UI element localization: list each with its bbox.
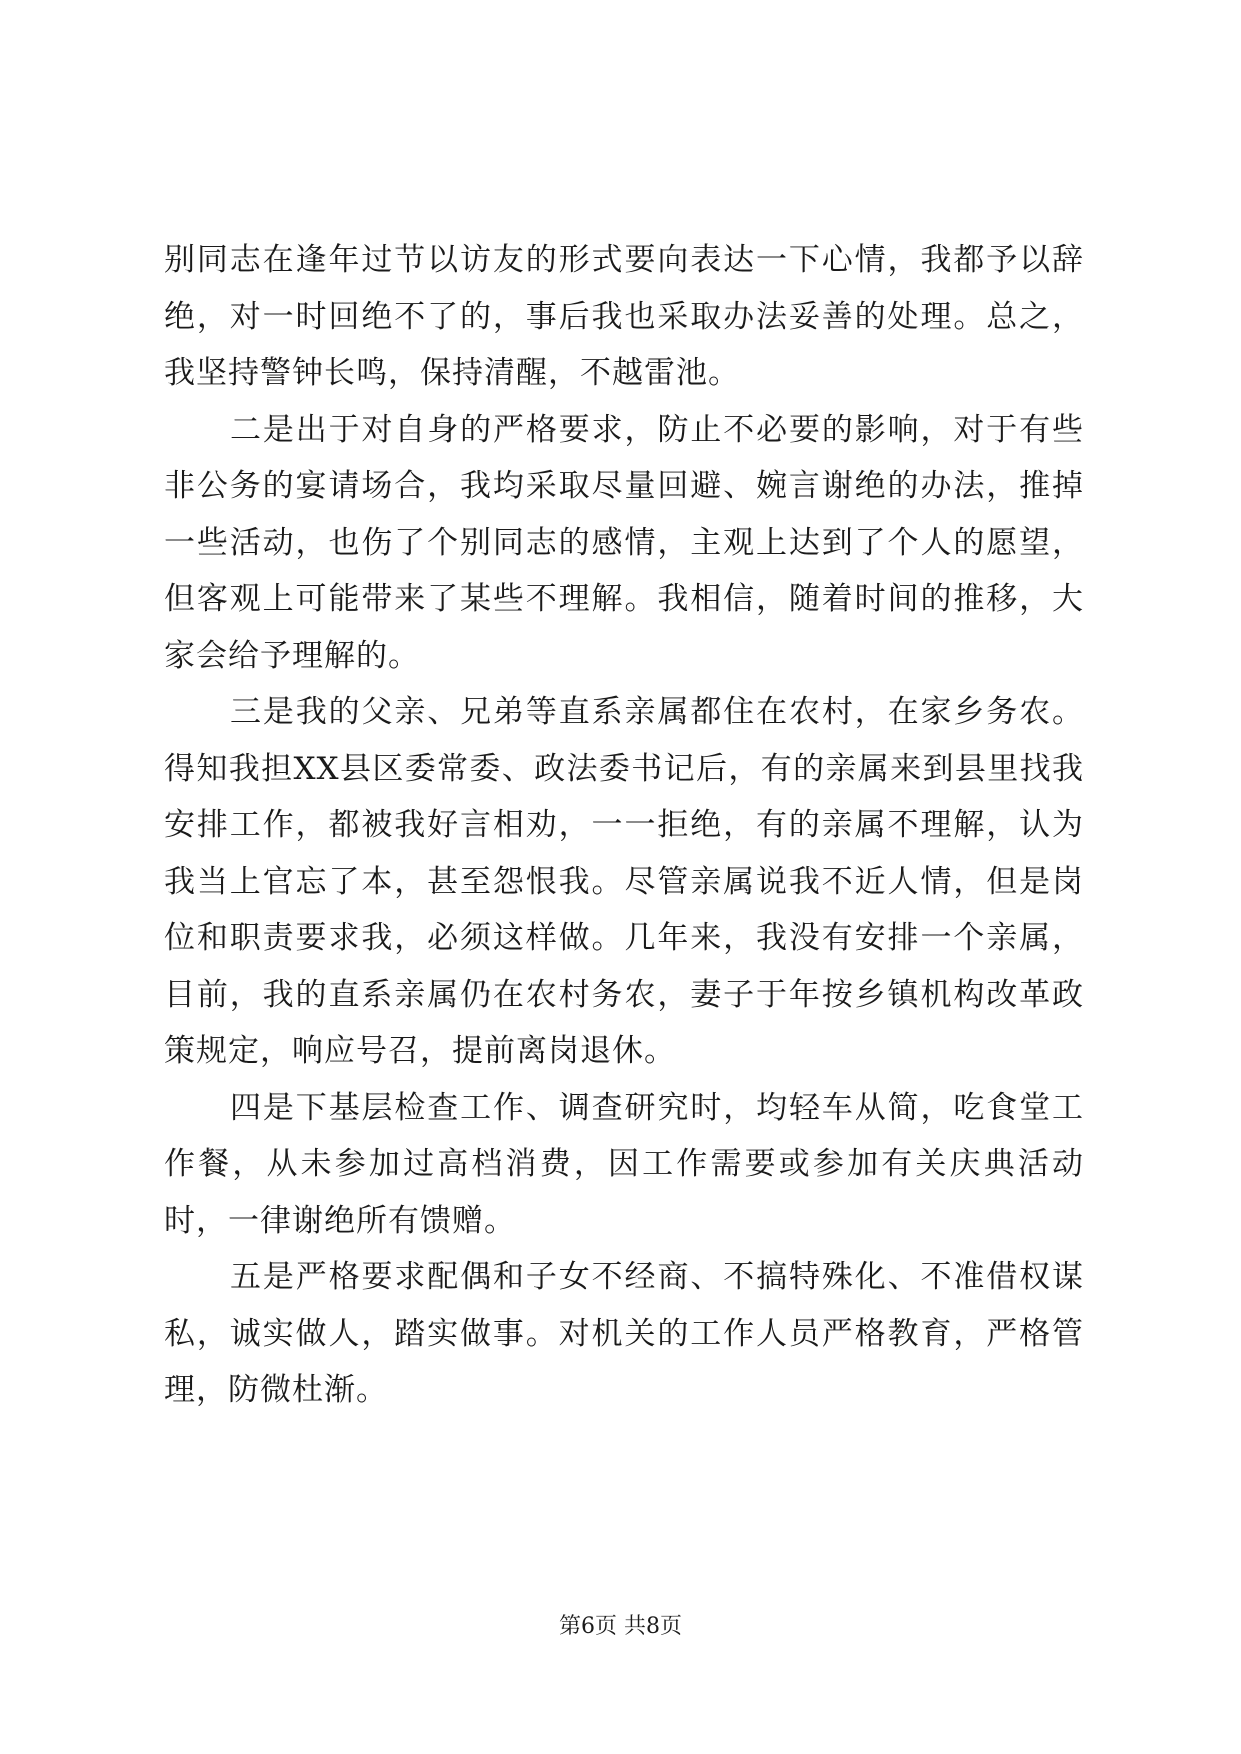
paragraph-item-five: 五是严格要求配偶和子女不经商、不搞特殊化、不准借权谋私，诚实做人，踏实做事。对机关的工作人员严格教育，严格管理，防微杜渐。: [164, 1259, 1084, 1408]
paragraph-item-two: 二是出于对自身的严格要求，防止不必要的影响，对于有些非公务的宴请场合，我均采取尽量回避、婉言谢绝的办法，推掉一些活动，也伤了个别同志的感情，主观上达到了个人的愿望，但客观上可能带来了某些不理解。我相信，随着时间的推移，大家会给予理解的。: [164, 411, 1084, 674]
paragraph-continuation: 别同志在逢年过节以访友的形式要向表达一下心情，我都予以辞绝，对一时回绝不了的，事后我也采取办法妥善的处理。总之，我坚持警钟长鸣，保持清醒，不越雷池。: [164, 242, 1084, 391]
document-body: [164, 232, 1084, 1419]
page-number-footer: 第6页 共8页: [559, 1614, 682, 1639]
paragraph-item-three: 三是我的父亲、兄弟等直系亲属都住在农村，在家乡务农。得知我担XX县区委常委、政法委书记后，有的亲属来到县里找我安排工作，都被我好言相劝，一一拒绝，有的亲属不理解，认为我当上官忘了本，甚至怨恨我。尽管亲属说我不近人情，但是岗位和职责要求我，必须这样做。几年来，我没有安排一个亲属，目前，我的直系亲属仍在农村务农，妻子于年按乡镇机构改革政策规定，响应号召，提前离岗退休。: [164, 694, 1084, 1069]
paragraph-item-four: 四是下基层检查工作、调查研究时，均轻车从简，吃食堂工作餐，从未参加过高档消费，因工作需要或参加有关庆典活动时，一律谢绝所有馈赠。: [164, 1089, 1084, 1239]
